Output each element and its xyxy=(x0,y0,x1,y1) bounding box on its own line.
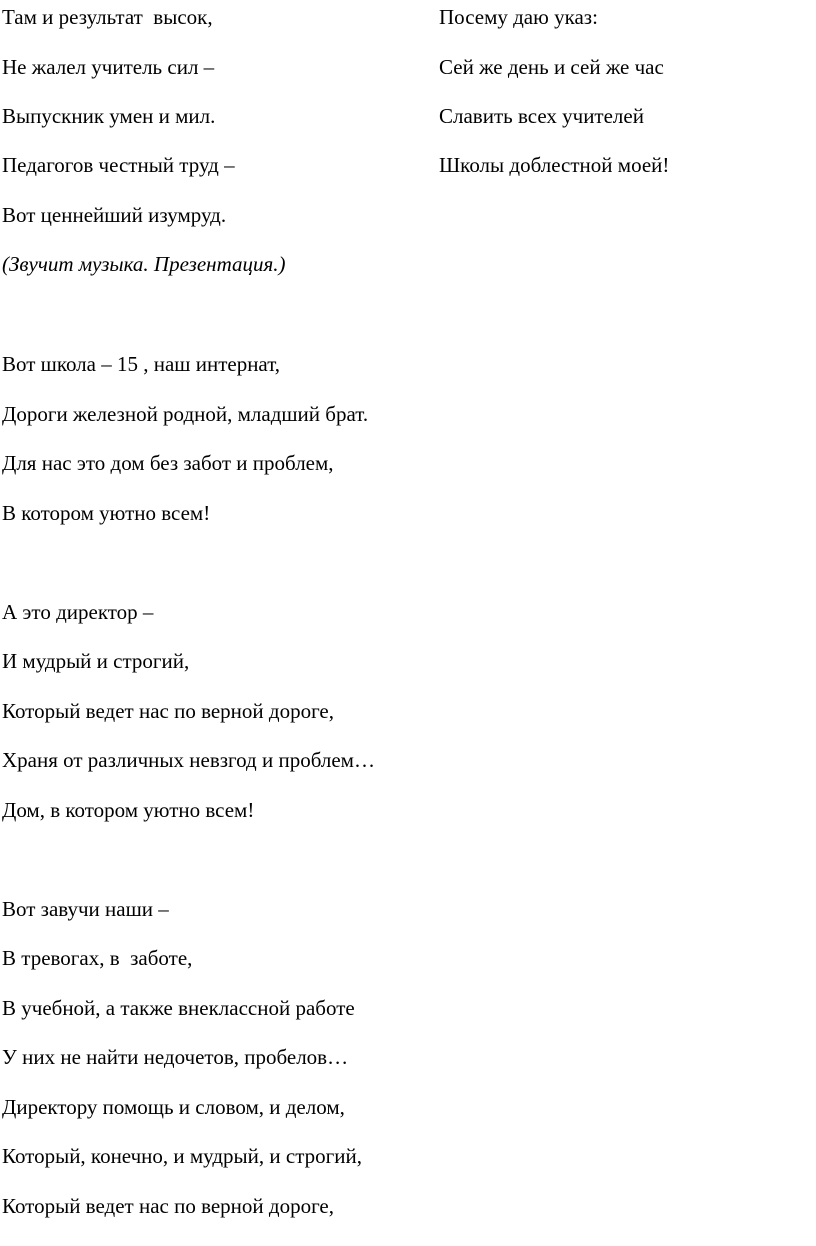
poem-line-right: Посему даю указ: xyxy=(439,5,598,29)
poem-line: Храня от различных невзгод и проблем… xyxy=(2,748,375,772)
poem-line: Там и результат высок, xyxy=(2,5,213,29)
poem-line: Который, конечно, и мудрый, и строгий, xyxy=(2,1144,362,1168)
poem-line: В учебной, а также внеклассной работе xyxy=(2,996,355,1020)
poem-line: Который ведет нас по верной дороге, xyxy=(2,699,335,723)
poem-line-right: Сей же день и сей же час xyxy=(439,55,664,79)
poem-line: Вот ценнейший изумруд. xyxy=(2,203,227,227)
poem-line: И мудрый и строгий, xyxy=(2,649,190,673)
poem-line: А это директор – xyxy=(2,600,154,624)
poem-line: Выпускник умен и мил. xyxy=(2,104,216,128)
poem-line: Дороги железной родной, младший брат. xyxy=(2,402,369,426)
poem-line: В котором уютно всем! xyxy=(2,501,211,525)
poem-line: В тревогах, в заботе, xyxy=(2,946,193,970)
poem-line: Не жалел учитель сил – xyxy=(2,55,215,79)
poem-line: Директору помощь и словом, и делом, xyxy=(2,1095,345,1119)
poem-line-right: Славить всех учителей xyxy=(439,104,644,128)
poem-line: Вот школа – 15 , наш интернат, xyxy=(2,352,281,376)
poem-line: У них не найти недочетов, пробелов… xyxy=(2,1045,349,1069)
poem-line: Дом, в котором уютно всем! xyxy=(2,798,255,822)
stage-direction: (Звучит музыка. Презентация.) xyxy=(2,252,286,276)
poem-line: Для нас это дом без забот и проблем, xyxy=(2,451,334,475)
poem-line: Который ведет нас по верной дороге, xyxy=(2,1194,335,1218)
poem-line-right: Школы доблестной моей! xyxy=(439,153,670,177)
poem-line: Педагогов честный труд – xyxy=(2,153,235,177)
poem-line: Вот завучи наши – xyxy=(2,897,169,921)
